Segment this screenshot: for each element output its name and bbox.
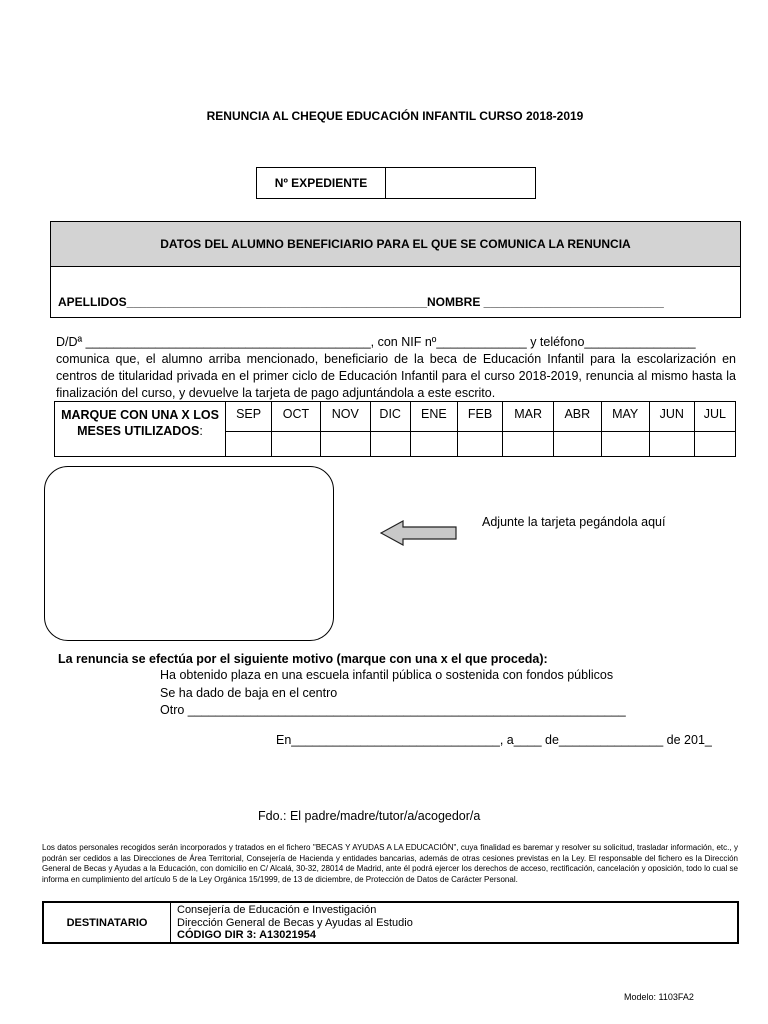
month-checkbox[interactable] [226, 432, 272, 457]
declaration-paragraph [56, 334, 736, 402]
month-header: OCT [272, 402, 321, 432]
card-instruction: Adjunte la tarjeta pegándola aquí [482, 515, 666, 529]
motivo-option[interactable]: Ha obtenido plaza en una escuela infantil pública o sostenida con fondos públicos [160, 668, 614, 682]
month-checkbox[interactable] [272, 432, 321, 457]
expediente-box [256, 167, 536, 199]
left-arrow-icon [380, 520, 458, 546]
month-header: ENE [410, 402, 457, 432]
motivo-option-otro[interactable]: Otro _______________________________________________________________ [160, 703, 626, 717]
month-checkbox[interactable] [503, 432, 554, 457]
month-header: JUL [694, 402, 735, 432]
destinatario-line: Consejería de Educación e Investigación [177, 904, 377, 916]
month-checkbox[interactable] [694, 432, 735, 457]
destinatario-line: Dirección General de Becas y Ayudas al Estudio [177, 916, 413, 929]
month-header: SEP [226, 402, 272, 432]
month-checkbox[interactable] [554, 432, 601, 457]
month-checkbox[interactable] [649, 432, 694, 457]
month-header: NOV [320, 402, 370, 432]
month-checkbox[interactable] [410, 432, 457, 457]
modelo-code: Modelo: 1103FA2 [624, 992, 694, 1002]
expediente-label: Nº EXPEDIENTE [257, 168, 386, 198]
month-checkbox[interactable] [320, 432, 370, 457]
month-header: ABR [554, 402, 601, 432]
month-checkbox[interactable] [370, 432, 410, 457]
declaration-body: comunica que, el alumno arriba mencionado, beneficiario de la beca de Educación Infantil para la escolarización en centros de titularidad privada en el primer ciclo de Educación Infantil para el curso 2018-2019, renuncia al mismo hasta la finalización del curso, y devuelve la tarjeta de pago adjuntándola a este escrito. [56, 352, 736, 400]
alumno-section-header: DATOS DEL ALUMNO BENEFICIARIO PARA EL QUE SE COMUNICA LA RENUNCIA [51, 222, 740, 267]
expediente-field[interactable] [386, 168, 535, 198]
month-header: FEB [458, 402, 503, 432]
months-table [54, 401, 736, 457]
month-header: JUN [649, 402, 694, 432]
alumno-section [50, 221, 741, 318]
data-protection-notice: Los datos personales recogidos serán incorporados y tratados en el fichero "BECAS Y AYUDAS A LA EDUCACIÓN", cuya finalidad es baremar y resolver su solicitud, trasladar información, etc., y podrán ser cedidos a las Direcciones de Área Territorial, Consejería de Hacienda y entidades bancarias, además de otras cesiones previstas en la Ley. El responsable del fichero es la Dirección General de Becas y Ayudas a la Educación, con domicilio en C/ Alcalá, 30-32, 28014 de Madrid, ante él podrá ejercer los derechos de acceso, rectificación, cancelación y oposición, todo lo cual se informa en cumplimiento del artículo 5 de la Ley Orgánica 15/1999, de 13 de diciembre, de Protección de Datos de Carácter Personal. [42, 843, 738, 884]
months-label: MARQUE CON UNA X LOS MESES UTILIZADOS: [55, 402, 226, 457]
fecha-line[interactable]: En______________________________, a____ de_______________ de 201_ [276, 733, 712, 747]
month-header: MAR [503, 402, 554, 432]
destinatario-code: CÓDIGO DIR 3: A13021954 [177, 929, 316, 941]
month-header: DIC [370, 402, 410, 432]
destinatario-box [42, 901, 739, 944]
motivo-heading: La renuncia se efectúa por el siguiente motivo (marque con una x el que proceda): [58, 652, 548, 666]
card-attach-area[interactable] [44, 466, 334, 641]
motivo-option[interactable]: Se ha dado de baja en el centro [160, 686, 338, 700]
month-header: MAY [601, 402, 649, 432]
signature-line: Fdo.: El padre/madre/tutor/a/acogedor/a [258, 809, 481, 823]
solicitante-line[interactable]: D/Dª _________________________________________, con NIF nº_____________ y teléfono________________ [56, 335, 696, 349]
apellidos-nombre-line[interactable]: APELLIDOS_____________________________________________NOMBRE ___________________________ [58, 295, 664, 309]
month-checkbox[interactable] [601, 432, 649, 457]
page-title: RENUNCIA AL CHEQUE EDUCACIÓN INFANTIL CURSO 2018-2019 [206, 109, 584, 123]
destinatario-label: DESTINATARIO [44, 903, 171, 942]
month-checkbox[interactable] [458, 432, 503, 457]
destinatario-body [171, 903, 413, 942]
